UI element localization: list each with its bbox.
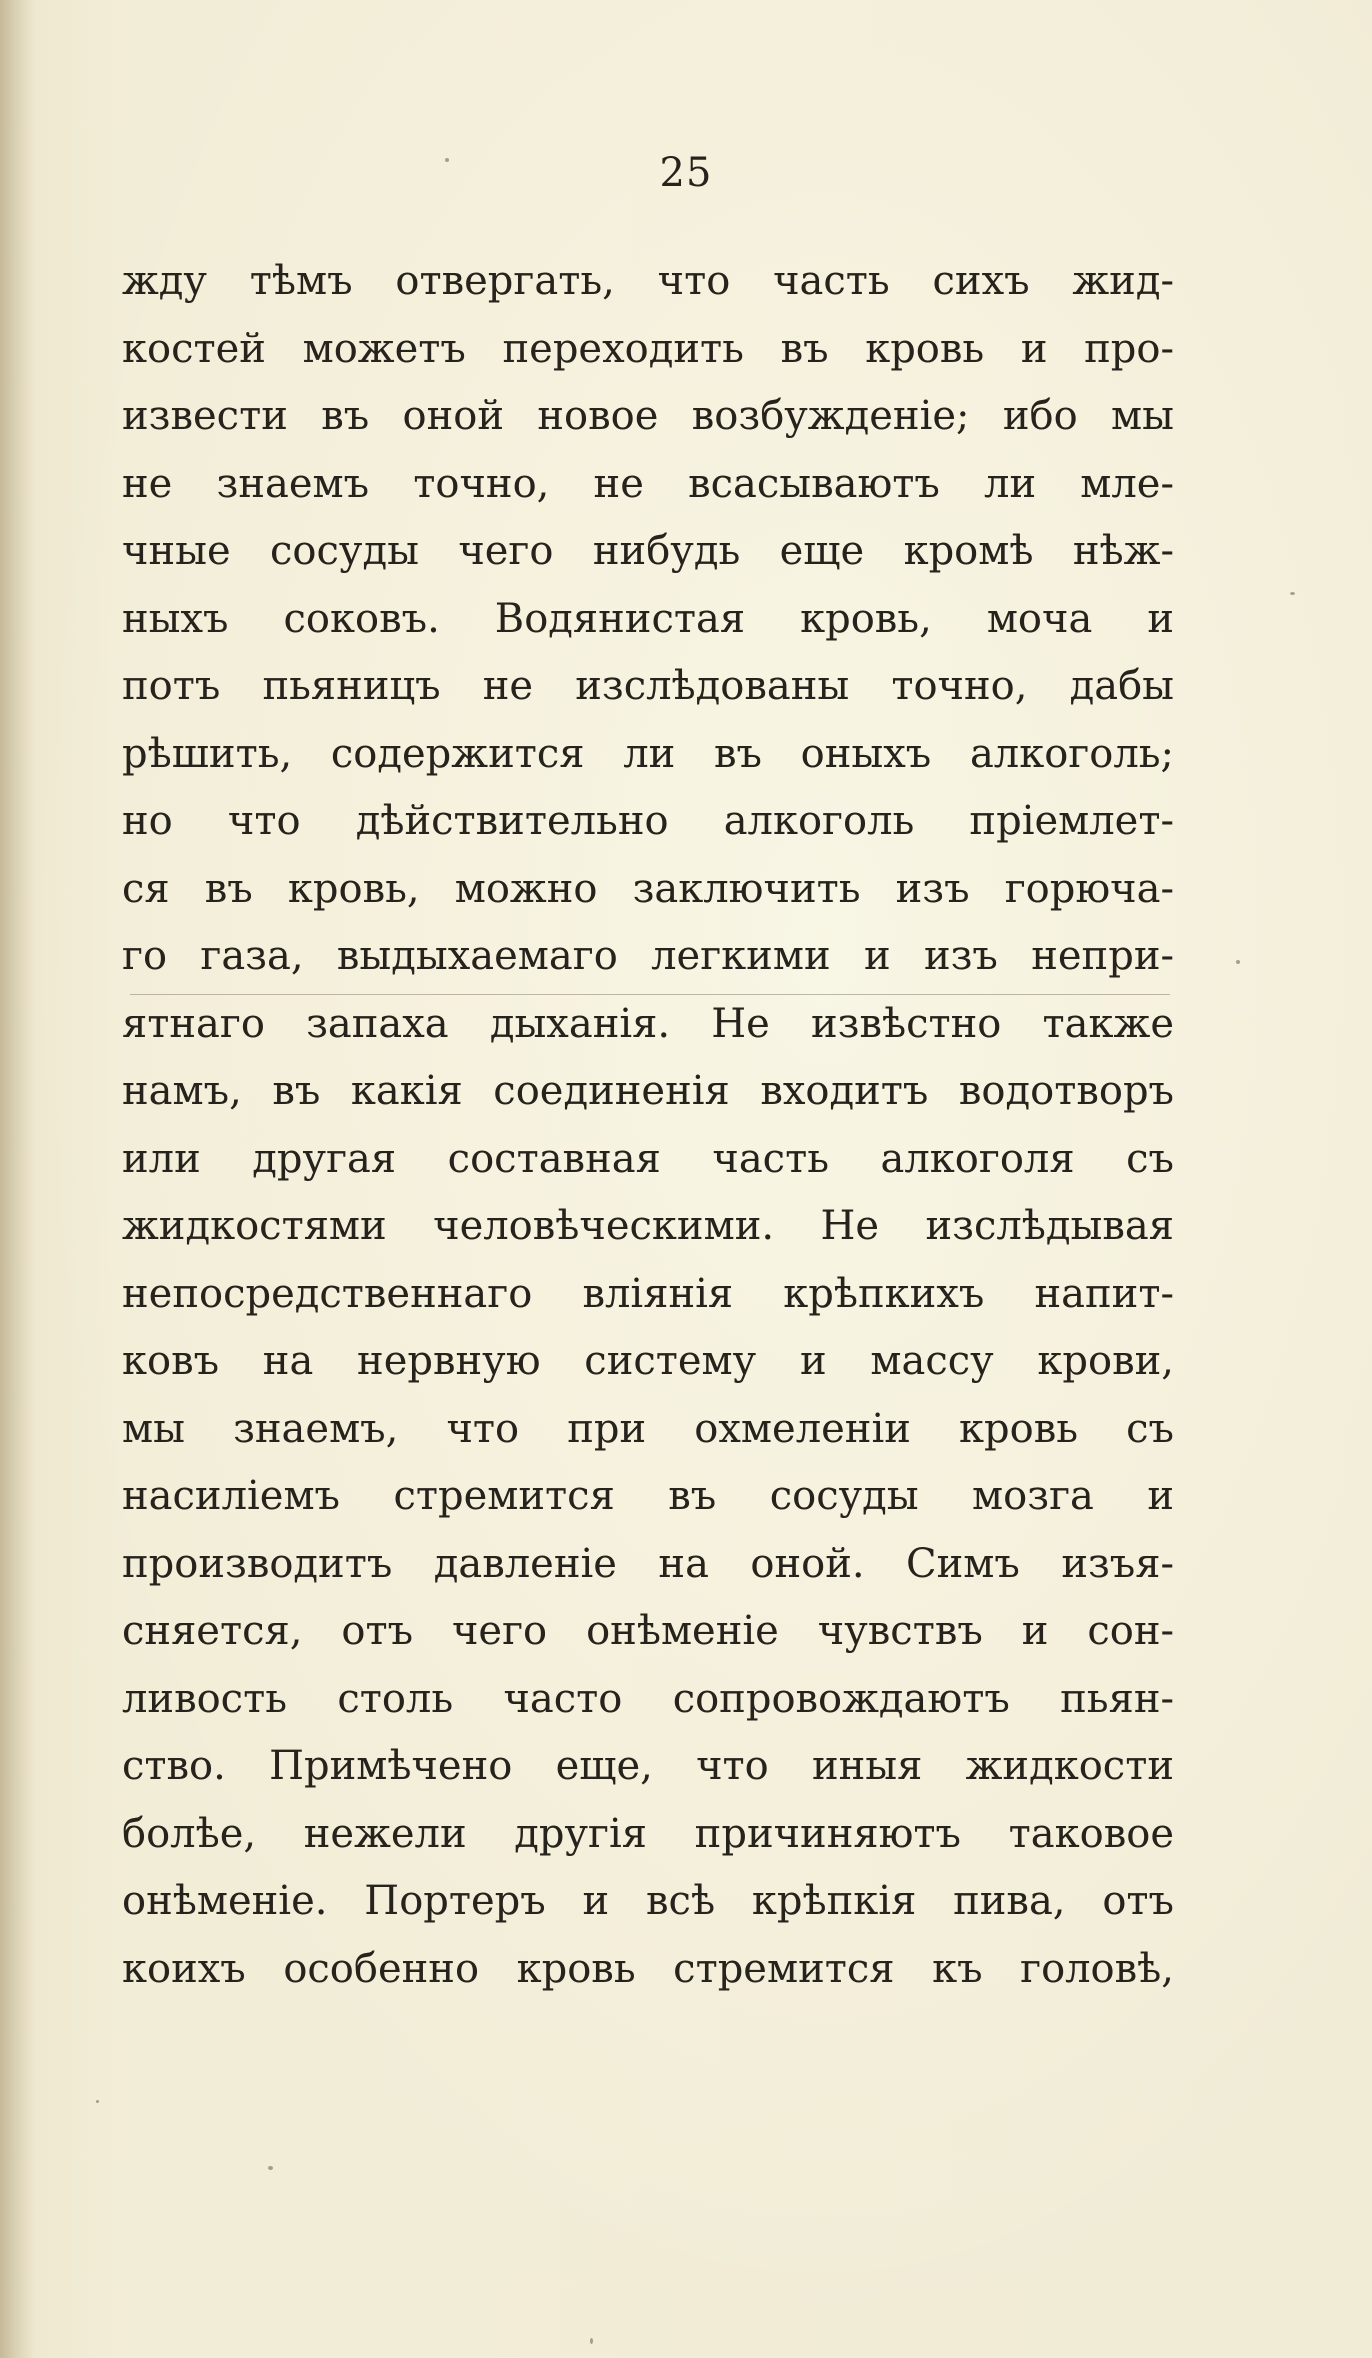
paper-speck bbox=[1236, 960, 1240, 964]
text-line: го газа, выдыхаемаго легкими и изъ непри- bbox=[122, 933, 1174, 979]
text-line: извести въ оной новое возбужденіе; ибо мы bbox=[122, 393, 1174, 439]
text-line: онѣменіе. Портеръ и всѣ крѣпкія пива, отъ bbox=[122, 1878, 1174, 1924]
stray-ink-line bbox=[130, 994, 1170, 995]
paper-speck bbox=[445, 158, 449, 162]
text-line: производитъ давленіе на оной. Симъ изъя- bbox=[122, 1540, 1174, 1587]
text-line: ятнаго запаха дыханія. Не извѣстно также bbox=[122, 1000, 1174, 1047]
text-line: костей можетъ переходить въ кровь и про- bbox=[122, 325, 1174, 372]
text-line: ливость столь часто сопровождаютъ пьян- bbox=[122, 1675, 1174, 1722]
binding-gutter-shadow bbox=[0, 0, 34, 2358]
text-line: не знаемъ точно, не всасываютъ ли мле- bbox=[122, 460, 1174, 507]
text-line: ся въ кровь, можно заключить изъ горюча- bbox=[122, 865, 1174, 912]
text-line: мы знаемъ, что при охмеленіи кровь съ bbox=[122, 1405, 1174, 1452]
page-number: 25 bbox=[659, 150, 713, 196]
text-line: рѣшить, содержится ли въ оныхъ алкоголь; bbox=[122, 730, 1174, 777]
text-line: или другая составная часть алкоголя съ bbox=[122, 1135, 1174, 1182]
paper-speck bbox=[1290, 592, 1295, 595]
text-line: чные сосуды чего нибудь еще кромѣ нѣж- bbox=[122, 528, 1174, 574]
text-line: но что дѣйствительно алкоголь пріемлет- bbox=[122, 798, 1174, 844]
paper-speck bbox=[96, 2100, 99, 2103]
text-line: намъ, въ какія соединенія входитъ водотворъ bbox=[122, 1068, 1174, 1114]
text-line: сняется, отъ чего онѣменіе чувствъ и сон- bbox=[122, 1608, 1174, 1654]
text-line: жду тѣмъ отвергать, что часть сихъ жид- bbox=[122, 258, 1174, 304]
paper-speck bbox=[268, 2166, 273, 2170]
text-line: потъ пьяницъ не изслѣдованы точно, дабы bbox=[122, 663, 1174, 709]
text-line: ныхъ соковъ. Водянистая кровь, моча и bbox=[122, 595, 1174, 642]
text-line: насиліемъ стремится въ сосуды мозга и bbox=[122, 1473, 1174, 1519]
text-line: коихъ особенно кровь стремится къ головѣ, bbox=[122, 1945, 1174, 1992]
text-line: ковъ на нервную систему и массу крови, bbox=[122, 1338, 1174, 1384]
text-line: болѣе, нежели другія причиняютъ таковое bbox=[122, 1810, 1174, 1857]
text-line: непосредственнаго вліянія крѣпкихъ напит- bbox=[122, 1270, 1174, 1317]
body-text bbox=[122, 248, 1174, 2003]
text-line: жидкостями человѣческими. Не изслѣдывая bbox=[122, 1203, 1174, 1249]
text-line: ство. Примѣчено еще, что иныя жидкости bbox=[122, 1743, 1174, 1789]
paper-speck bbox=[590, 2338, 593, 2344]
